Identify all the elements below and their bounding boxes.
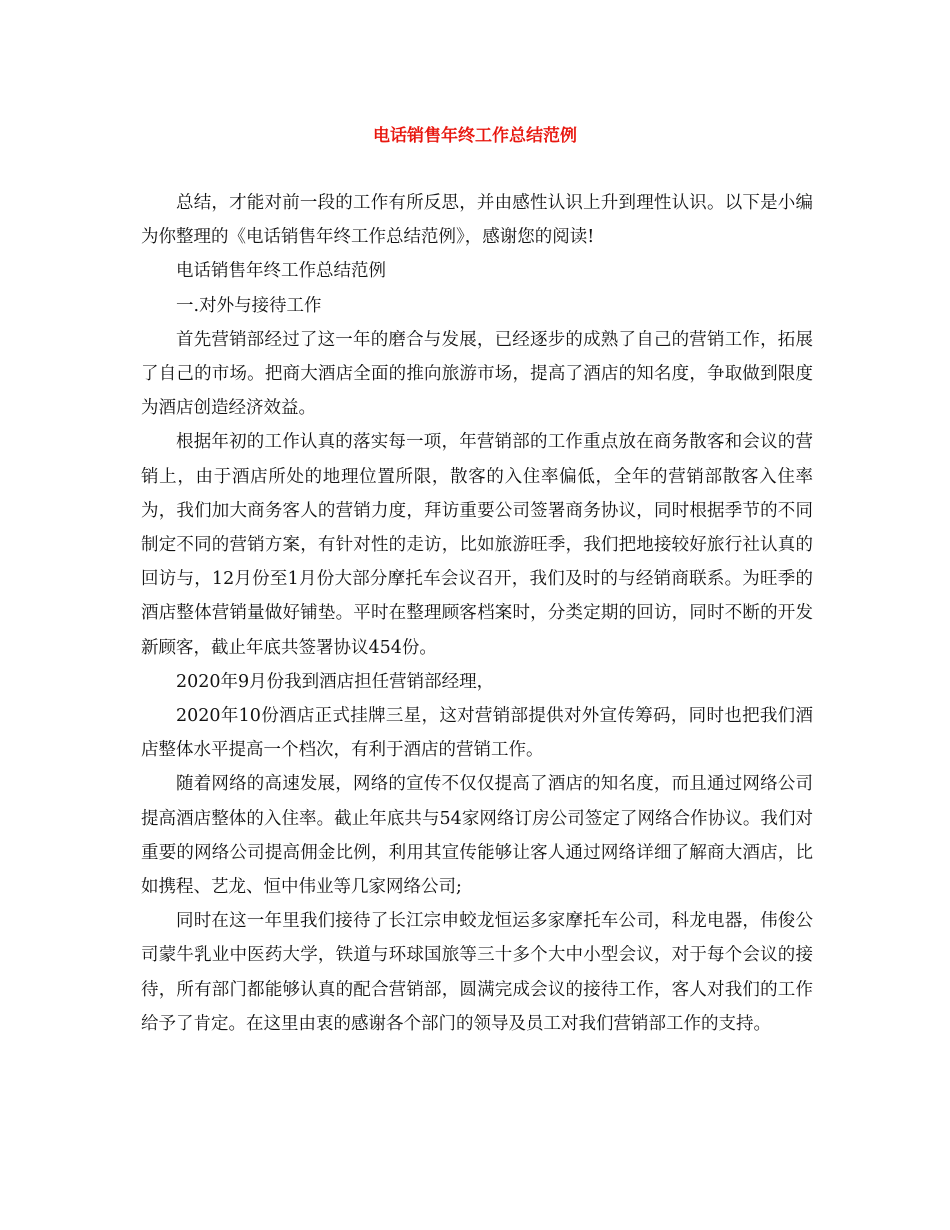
paragraph-manager-appointment: 2020年9月份我到酒店担任营销部经理， <box>176 671 495 692</box>
paragraph-market-development: 首先营销部经过了这一年的磨合与发展，已经逐步的成熟了自己的营销工作，拓展了自己的市场。把商大酒店全面的推向旅游市场，提高了酒店的知名度，争取做到限度为酒店创造经济效益。 <box>141 329 813 419</box>
document-title: 电话销售年终工作总结范例 <box>373 126 577 146</box>
paragraph-conference-reception: 同时在这一年里我们接待了长江宗申蛟龙恒运多家摩托车公司，科龙电器，伟俊公司蒙牛乳业中医药大学，铁道与环球国旅等三十多个大中小型会议，对于每个会议的接待，所有部门都能够认真的配合营销部，圆满完成会议的接待工作，客人对我们的工作给予了肯定。在这里由衷的感谢各个部门的领导及员工对我们营销部工作的支持。 <box>141 911 813 1034</box>
paragraph-online-marketing: 随着网络的高速发展，网络的宣传不仅仅提高了酒店的知名度，而且通过网络公司提高酒店整体的入住率。截止年底共与54家网络订房公司签定了网络合作协议。我们对重要的网络公司提高佣金比例，利用其宣传能够让客人通过网络详细了解商大酒店，比如携程、艺龙、恒中伟业等几家网络公司; <box>141 774 813 898</box>
paragraph-heading: 电话销售年终工作总结范例 <box>176 261 386 282</box>
paragraph-sales-focus: 根据年初的工作认真的落实每一项，年营销部的工作重点放在商务散客和会议的营销上，由于酒店所处的地理位置所限，散客的入住率偏低，全年的营销部散客入住率为，我们加大商务客人的营销力度，拜访重要公司签署商务协议，同时根据季节的不同制定不同的营销方案，有针对性的走访，比如旅游旺季，我们把地接较好旅行社认真的回访与，12月份至1月份大部分摩托车会议召开，我们及时的与经销商联系。为旺季的酒店整体营销量做好铺垫。平时在整理顾客档案时，分类定期的回访，同时不断的开发新顾客，截止年底共签署协议454份。 <box>141 432 813 658</box>
document-body <box>141 186 813 1041</box>
section-heading-reception: 一.对外与接待工作 <box>176 295 322 316</box>
paragraph-three-star-rating: 2020年10份酒店正式挂牌三星，这对营销部提供对外宣传筹码，同时也把我们酒店整体水平提高一个档次，有利于酒店的营销工作。 <box>141 706 813 761</box>
paragraph-intro: 总结，才能对前一段的工作有所反思，并由感性认识上升到理性认识。以下是小编为你整理的《电话销售年终工作总结范例》，感谢您的阅读! <box>141 193 813 248</box>
